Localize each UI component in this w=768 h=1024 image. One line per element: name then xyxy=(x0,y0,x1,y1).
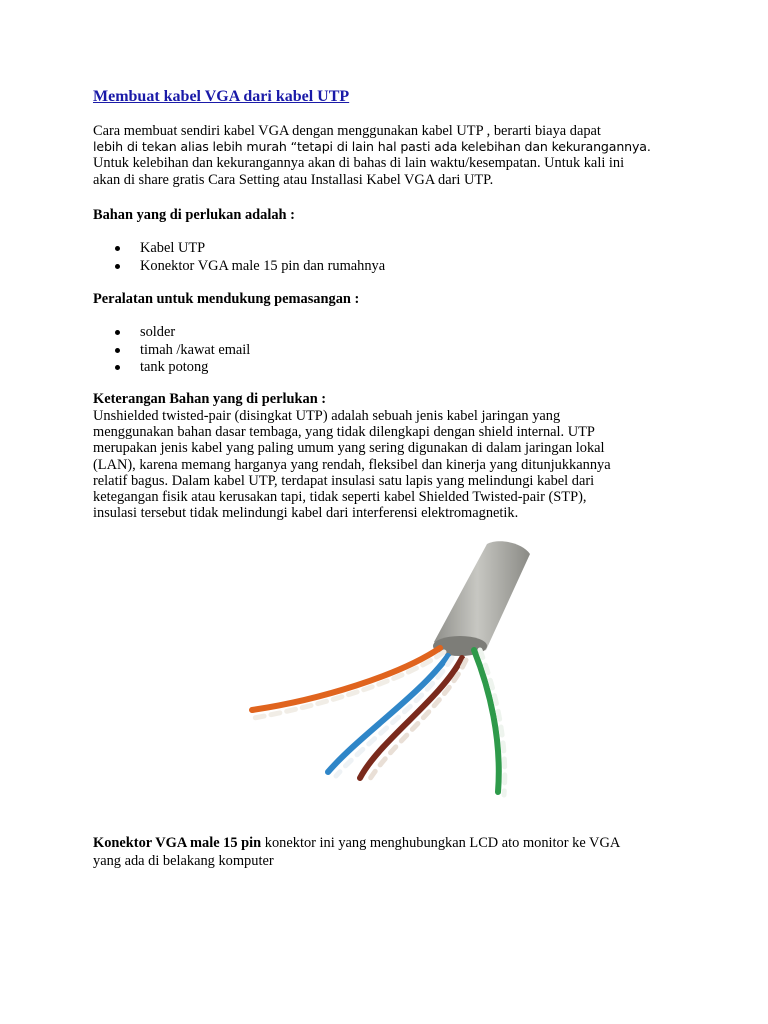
page-title[interactable]: Membuat kabel VGA dari kabel UTP xyxy=(93,88,350,105)
intro-line: Cara membuat sendiri kabel VGA dengan menggunakan kabel UTP , berarti biaya dapat xyxy=(93,123,601,139)
connector-description-line2: yang ada di belakang komputer xyxy=(93,852,274,869)
intro-line: akan di share gratis Cara Setting atau Installasi Kabel VGA dari UTP. xyxy=(93,171,494,188)
connector-paragraph xyxy=(93,835,693,870)
orange-wire xyxy=(252,648,440,710)
list-item: Konektor VGA male 15 pin dan rumahnya xyxy=(93,258,385,276)
description-line: menggunakan bahan dasar tembaga, yang tidak dilengkapi dengan shield internal. UTP xyxy=(93,424,595,441)
tools-heading: Peralatan untuk mendukung pemasangan : xyxy=(93,291,360,307)
list-item: solder xyxy=(93,324,250,342)
description-line: (LAN), karena memang harganya yang rendah, fleksibel dan kinerja yang ditunjukkannya xyxy=(93,456,611,473)
intro-paragraph xyxy=(93,123,683,188)
description-line: merupakan jenis kabel yang paling umum yang sering digunakan di dalam jaringan lokal xyxy=(93,440,605,457)
list-item: Kabel UTP xyxy=(93,240,385,258)
list-item: timah /kawat email xyxy=(93,342,250,360)
list-item: tank potong xyxy=(93,359,250,377)
connector-description: konektor ini yang menghubungkan LCD ato monitor ke VGA xyxy=(261,835,621,851)
description-line: ketegangan fisik atau kerusakan tapi, tidak seperti kabel Shielded Twisted-pair (STP), xyxy=(93,489,587,506)
bullet-icon xyxy=(115,348,120,353)
bullet-icon xyxy=(115,330,120,335)
cable-jacket xyxy=(434,541,530,653)
bullet-icon xyxy=(115,246,120,251)
bullet-icon xyxy=(115,365,120,370)
description-paragraph xyxy=(93,408,683,521)
description-heading: Keterangan Bahan yang di perlukan : xyxy=(93,391,327,407)
utp-cable-photo xyxy=(240,540,710,810)
description-line: insulasi tersebut tidak melindungi kabel dari interferensi elektromagnetik. xyxy=(93,505,519,522)
description-line: relatif bagus. Dalam kabel UTP, terdapat insulasi satu lapis yang melindungi kabel dari xyxy=(93,472,595,489)
materials-heading: Bahan yang di perlukan adalah : xyxy=(93,207,295,223)
connector-term: Konektor VGA male 15 pin xyxy=(93,835,262,851)
materials-list xyxy=(93,240,385,275)
intro-line: lebih di tekan alias lebih murah “tetapi di lain hal pasti ada kelebihan dan kekurangannya. xyxy=(93,139,651,155)
intro-line: Untuk kelebihan dan kekurangannya akan di bahas di lain waktu/kesempatan. Untuk kali ini xyxy=(93,155,625,172)
description-line: Unshielded twisted-pair (disingkat UTP) adalah sebuah jenis kabel jaringan yang xyxy=(93,408,561,424)
tools-list xyxy=(93,324,250,377)
bullet-icon xyxy=(115,264,120,269)
